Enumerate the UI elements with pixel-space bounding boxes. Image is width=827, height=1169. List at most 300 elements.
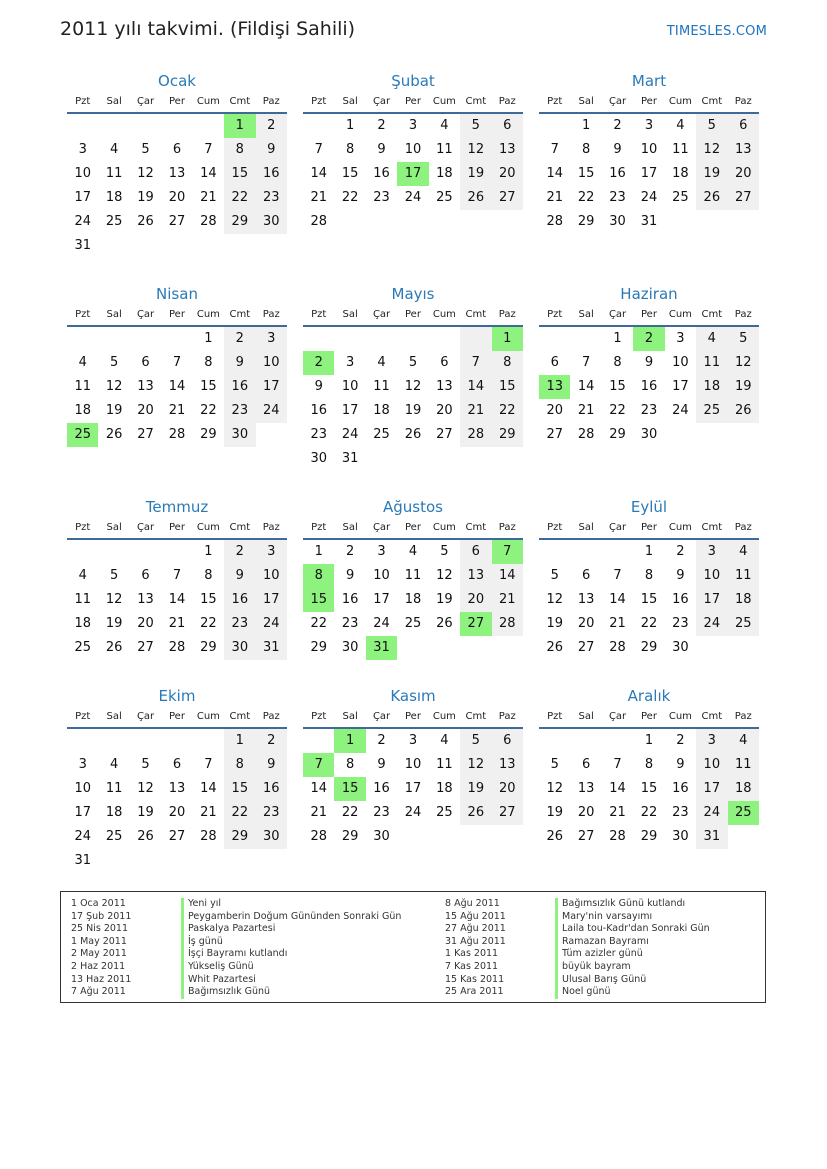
day-cell: 1 bbox=[314, 544, 323, 559]
day-cell: 25 bbox=[436, 805, 453, 820]
day-cell: 4 bbox=[440, 733, 449, 748]
week-row bbox=[539, 588, 759, 612]
day-cell: 21 bbox=[460, 399, 491, 423]
week-row bbox=[67, 636, 287, 660]
day-cell: 12 bbox=[137, 166, 154, 181]
empty-cell bbox=[397, 447, 428, 471]
day-cell: 31 bbox=[74, 238, 91, 253]
day-cell: 2 bbox=[613, 118, 622, 133]
weekday-label: Çar bbox=[608, 96, 627, 107]
week-row bbox=[303, 540, 523, 564]
week-row bbox=[303, 399, 523, 423]
day-cell: 1 bbox=[613, 331, 622, 346]
weekday-label: Sal bbox=[106, 96, 122, 107]
day-cell: 14 bbox=[546, 166, 563, 181]
day-cell: 22 bbox=[310, 616, 327, 631]
weekday-label: Paz bbox=[734, 96, 752, 107]
day-cell: 26 bbox=[728, 399, 759, 423]
day-cell: 18 bbox=[672, 166, 689, 181]
weekday-label: Cum bbox=[432, 96, 456, 107]
day-cell: 27 bbox=[546, 427, 563, 442]
day-cell: 31 bbox=[74, 853, 91, 868]
day-cell: 1 bbox=[204, 331, 213, 346]
empty-cell bbox=[67, 540, 98, 564]
week-row bbox=[303, 327, 523, 351]
week-row bbox=[67, 540, 287, 564]
day-cell: 30 bbox=[341, 640, 359, 655]
month-block bbox=[67, 685, 287, 873]
empty-cell bbox=[728, 210, 759, 234]
weekday-label: Cmt bbox=[229, 522, 251, 533]
day-cell: 1 bbox=[224, 729, 255, 753]
day-cell: 22 bbox=[609, 403, 626, 418]
week-row bbox=[67, 186, 287, 210]
day-cell: 3 bbox=[644, 118, 654, 133]
holiday-name: Bağımsızlık Günü bbox=[181, 986, 270, 999]
empty-cell bbox=[460, 210, 491, 234]
day-cell: 15 bbox=[341, 166, 359, 181]
day-cell: 6 bbox=[460, 540, 491, 564]
day-cell: 18 bbox=[696, 375, 727, 399]
day-cell: 10 bbox=[404, 757, 422, 772]
day-cell: 5 bbox=[109, 568, 119, 583]
day-cell: 24 bbox=[341, 427, 359, 442]
day-cell: 3 bbox=[256, 540, 287, 564]
weekday-label: Sal bbox=[342, 711, 358, 722]
brand-link[interactable]: TIMESLES.COM bbox=[666, 24, 767, 39]
weekday-header bbox=[303, 92, 523, 114]
weekday-label: Cmt bbox=[701, 96, 723, 107]
day-cell: 16 bbox=[609, 166, 626, 181]
week-row bbox=[67, 801, 287, 825]
day-cell: 5 bbox=[141, 757, 150, 772]
day-cell: 29 bbox=[224, 210, 255, 234]
week-row bbox=[67, 825, 287, 849]
day-cell: 9 bbox=[613, 142, 622, 157]
day-cell: 24 bbox=[256, 612, 287, 636]
day-cell: 13 bbox=[577, 592, 595, 607]
day-cell: 19 bbox=[105, 616, 123, 631]
day-cell: 25 bbox=[373, 427, 390, 442]
weekday-label: Paz bbox=[262, 522, 280, 533]
day-cell: 10 bbox=[696, 753, 727, 777]
week-row bbox=[67, 210, 287, 234]
day-cell: 14 bbox=[460, 375, 491, 399]
day-cell: 5 bbox=[408, 355, 418, 370]
day-cell: 23 bbox=[373, 805, 390, 820]
empty-cell bbox=[98, 327, 129, 351]
holiday-name: Ramazan Bayramı bbox=[555, 936, 649, 949]
day-cell: 21 bbox=[310, 190, 327, 205]
weekday-label: Pzt bbox=[311, 96, 327, 107]
day-cell: 10 bbox=[696, 564, 727, 588]
week-row bbox=[539, 186, 759, 210]
day-cell: 21 bbox=[609, 805, 626, 820]
day-cell: 6 bbox=[141, 355, 150, 370]
day-cell: 6 bbox=[172, 757, 182, 772]
legend-row bbox=[445, 948, 710, 961]
day-cell: 4 bbox=[109, 142, 119, 157]
day-cell: 28 bbox=[310, 829, 327, 844]
month-block bbox=[67, 70, 287, 258]
week-row bbox=[67, 423, 287, 447]
legend-row bbox=[445, 911, 710, 924]
holiday-name: Yeni yıl bbox=[181, 898, 221, 911]
legend-column-right bbox=[445, 898, 710, 999]
day-cell: 21 bbox=[577, 403, 595, 418]
day-cell: 8 bbox=[303, 564, 334, 588]
day-cell: 28 bbox=[609, 829, 626, 844]
holiday-date: 2 May 2011 bbox=[71, 948, 127, 960]
empty-cell bbox=[429, 327, 460, 351]
day-cell: 17 bbox=[696, 777, 727, 801]
weekday-header bbox=[303, 707, 523, 729]
empty-cell bbox=[728, 423, 759, 447]
day-cell: 26 bbox=[404, 427, 422, 442]
day-cell: 12 bbox=[404, 379, 422, 394]
day-cell: 12 bbox=[546, 781, 563, 796]
day-cell: 10 bbox=[373, 568, 390, 583]
day-cell: 8 bbox=[224, 138, 255, 162]
day-cell: 23 bbox=[609, 190, 626, 205]
empty-cell bbox=[130, 114, 161, 138]
weekday-label: Paz bbox=[498, 522, 516, 533]
day-cell: 19 bbox=[728, 375, 759, 399]
day-cell: 21 bbox=[200, 805, 217, 820]
day-cell: 3 bbox=[256, 327, 287, 351]
day-cell: 27 bbox=[436, 427, 453, 442]
day-cell: 16 bbox=[373, 781, 390, 796]
day-cell: 21 bbox=[200, 190, 217, 205]
week-row bbox=[303, 612, 523, 636]
day-cell: 27 bbox=[460, 612, 491, 636]
day-cell: 28 bbox=[310, 214, 327, 229]
day-cell: 8 bbox=[644, 757, 654, 772]
day-cell: 25 bbox=[74, 640, 91, 655]
day-cell: 17 bbox=[404, 781, 422, 796]
empty-cell bbox=[366, 327, 397, 351]
day-cell: 27 bbox=[728, 186, 759, 210]
day-cell: 6 bbox=[492, 729, 523, 753]
day-cell: 26 bbox=[105, 427, 123, 442]
day-cell: 15 bbox=[492, 375, 523, 399]
day-cell: 15 bbox=[334, 777, 365, 801]
holiday-date: 8 Ağu 2011 bbox=[445, 898, 500, 909]
day-cell: 15 bbox=[609, 379, 626, 394]
day-cell: 3 bbox=[78, 142, 87, 157]
day-cell: 29 bbox=[492, 423, 523, 447]
day-cell: 23 bbox=[224, 612, 255, 636]
day-cell: 17 bbox=[397, 162, 428, 186]
day-cell: 13 bbox=[460, 564, 491, 588]
weekday-label: Cmt bbox=[465, 711, 487, 722]
month-block bbox=[539, 70, 759, 234]
month-block bbox=[67, 496, 287, 660]
week-row bbox=[539, 399, 759, 423]
day-cell: 6 bbox=[492, 114, 523, 138]
day-cell: 4 bbox=[728, 540, 759, 564]
day-cell: 1 bbox=[581, 118, 591, 133]
empty-cell bbox=[303, 114, 334, 138]
day-cell: 10 bbox=[74, 166, 91, 181]
day-cell: 27 bbox=[492, 801, 523, 825]
weekday-label: Per bbox=[405, 309, 421, 320]
empty-cell bbox=[728, 825, 759, 849]
weekday-header bbox=[539, 92, 759, 114]
day-cell: 13 bbox=[436, 379, 453, 394]
weekday-header bbox=[303, 518, 523, 540]
day-cell: 22 bbox=[640, 616, 658, 631]
empty-cell bbox=[539, 327, 570, 351]
day-cell: 2 bbox=[256, 114, 287, 138]
day-cell: 14 bbox=[492, 564, 523, 588]
day-cell: 14 bbox=[609, 781, 626, 796]
empty-cell bbox=[602, 729, 633, 753]
day-cell: 10 bbox=[256, 351, 287, 375]
day-cell: 18 bbox=[728, 588, 759, 612]
weekday-label: Çar bbox=[608, 522, 627, 533]
day-cell: 10 bbox=[672, 355, 689, 370]
holiday-name: İş günü bbox=[181, 936, 223, 949]
day-cell: 17 bbox=[373, 592, 390, 607]
day-cell: 18 bbox=[105, 805, 123, 820]
day-cell: 28 bbox=[200, 214, 217, 229]
week-row bbox=[539, 210, 759, 234]
day-cell: 14 bbox=[200, 781, 217, 796]
month-name: Temmuz bbox=[145, 498, 209, 516]
day-cell: 28 bbox=[577, 427, 595, 442]
legend-row bbox=[71, 961, 401, 974]
holiday-date: 2 Haz 2011 bbox=[71, 960, 126, 972]
month-name: Haziran bbox=[620, 285, 678, 303]
day-cell: 30 bbox=[256, 825, 287, 849]
week-row bbox=[539, 729, 759, 753]
day-cell: 14 bbox=[609, 592, 626, 607]
month-block bbox=[303, 70, 523, 234]
day-cell: 21 bbox=[609, 616, 626, 631]
day-cell: 17 bbox=[341, 403, 359, 418]
day-cell: 22 bbox=[200, 403, 217, 418]
day-cell: 8 bbox=[613, 355, 622, 370]
day-cell: 13 bbox=[168, 166, 186, 181]
day-cell: 24 bbox=[696, 612, 727, 636]
day-cell: 4 bbox=[440, 118, 449, 133]
day-cell: 17 bbox=[256, 588, 287, 612]
empty-cell bbox=[696, 210, 727, 234]
day-cell: 24 bbox=[672, 403, 689, 418]
day-cell: 14 bbox=[310, 781, 327, 796]
day-cell: 11 bbox=[728, 564, 759, 588]
week-row bbox=[539, 612, 759, 636]
day-cell: 15 bbox=[303, 588, 334, 612]
day-cell: 20 bbox=[137, 616, 154, 631]
weekday-label: Cmt bbox=[229, 711, 251, 722]
day-cell: 5 bbox=[440, 544, 449, 559]
weekday-label: Sal bbox=[106, 309, 122, 320]
day-cell: 9 bbox=[314, 379, 323, 394]
day-cell: 11 bbox=[728, 753, 759, 777]
empty-cell bbox=[130, 327, 161, 351]
weekday-label: Sal bbox=[342, 522, 358, 533]
legend-column-left bbox=[71, 898, 401, 999]
day-cell: 22 bbox=[224, 186, 255, 210]
week-row bbox=[539, 636, 759, 660]
week-row bbox=[67, 612, 287, 636]
day-cell: 26 bbox=[105, 640, 123, 655]
weekday-label: Cum bbox=[196, 96, 220, 107]
day-cell: 24 bbox=[404, 805, 422, 820]
week-row bbox=[539, 375, 759, 399]
day-cell: 11 bbox=[436, 142, 453, 157]
month-name: Şubat bbox=[391, 72, 435, 90]
day-cell: 25 bbox=[67, 423, 98, 447]
month-block bbox=[303, 685, 523, 849]
day-cell: 21 bbox=[168, 403, 186, 418]
day-cell: 7 bbox=[581, 355, 591, 370]
week-row bbox=[303, 447, 523, 471]
day-cell: 21 bbox=[546, 190, 563, 205]
day-cell: 13 bbox=[137, 379, 154, 394]
day-cell: 29 bbox=[341, 829, 359, 844]
day-cell: 26 bbox=[546, 829, 563, 844]
day-cell: 19 bbox=[404, 403, 422, 418]
empty-cell bbox=[460, 825, 491, 849]
day-cell: 29 bbox=[640, 829, 658, 844]
day-cell: 12 bbox=[105, 379, 123, 394]
empty-cell bbox=[161, 114, 192, 138]
week-row bbox=[303, 162, 523, 186]
holiday-name: Laila tou-Kadr'dan Sonraki Gün bbox=[555, 923, 710, 936]
week-row bbox=[67, 777, 287, 801]
empty-cell bbox=[256, 234, 287, 258]
empty-cell bbox=[98, 729, 129, 753]
day-cell: 22 bbox=[640, 805, 658, 820]
holiday-date: 15 Ağu 2011 bbox=[445, 910, 506, 922]
empty-cell bbox=[570, 729, 601, 753]
day-cell: 28 bbox=[168, 640, 186, 655]
weekday-label: Cmt bbox=[701, 309, 723, 320]
day-cell: 10 bbox=[404, 142, 422, 157]
week-row bbox=[67, 399, 287, 423]
empty-cell bbox=[130, 540, 161, 564]
day-cell: 8 bbox=[345, 757, 355, 772]
day-cell: 4 bbox=[408, 544, 418, 559]
weekday-label: Per bbox=[169, 96, 185, 107]
empty-cell bbox=[98, 540, 129, 564]
day-cell: 29 bbox=[200, 640, 217, 655]
day-cell: 27 bbox=[168, 829, 186, 844]
day-cell: 1 bbox=[644, 733, 654, 748]
day-cell: 19 bbox=[460, 777, 491, 801]
holiday-date: 1 Oca 2011 bbox=[71, 898, 126, 909]
day-cell: 20 bbox=[546, 403, 563, 418]
day-cell: 29 bbox=[200, 427, 217, 442]
empty-cell bbox=[696, 423, 727, 447]
day-cell: 4 bbox=[78, 568, 87, 583]
day-cell: 8 bbox=[644, 568, 654, 583]
day-cell: 3 bbox=[696, 540, 727, 564]
weekday-label: Çar bbox=[608, 309, 627, 320]
month-name: Mayıs bbox=[391, 285, 435, 303]
day-cell: 23 bbox=[672, 805, 689, 820]
weekday-label: Sal bbox=[578, 96, 594, 107]
week-row bbox=[303, 801, 523, 825]
day-cell: 1 bbox=[334, 729, 365, 753]
day-cell: 3 bbox=[408, 733, 418, 748]
day-cell: 7 bbox=[204, 142, 213, 157]
week-row bbox=[303, 210, 523, 234]
weekday-label: Paz bbox=[262, 711, 280, 722]
day-cell: 31 bbox=[366, 636, 397, 660]
month-name: Nisan bbox=[156, 285, 198, 303]
weekday-label: Cum bbox=[668, 522, 692, 533]
day-cell: 11 bbox=[373, 379, 390, 394]
day-cell: 17 bbox=[74, 190, 91, 205]
day-cell: 23 bbox=[672, 616, 689, 631]
day-cell: 1 bbox=[224, 114, 255, 138]
day-cell: 24 bbox=[696, 801, 727, 825]
day-cell: 15 bbox=[224, 777, 255, 801]
day-cell: 12 bbox=[460, 138, 491, 162]
week-row bbox=[67, 114, 287, 138]
empty-cell bbox=[602, 540, 633, 564]
day-cell: 25 bbox=[672, 190, 689, 205]
empty-cell bbox=[161, 234, 192, 258]
day-cell: 15 bbox=[640, 592, 658, 607]
day-cell: 26 bbox=[460, 801, 491, 825]
empty-cell bbox=[193, 849, 224, 873]
day-cell: 20 bbox=[460, 588, 491, 612]
day-cell: 9 bbox=[644, 355, 654, 370]
page-title: 2011 yılı takvimi. (Fildişi Sahili) bbox=[60, 18, 356, 40]
day-cell: 14 bbox=[168, 592, 186, 607]
day-cell: 16 bbox=[256, 162, 287, 186]
empty-cell bbox=[539, 729, 570, 753]
weekday-label: Paz bbox=[498, 711, 516, 722]
weekday-label: Çar bbox=[136, 309, 155, 320]
day-cell: 9 bbox=[256, 138, 287, 162]
empty-cell bbox=[492, 636, 523, 660]
day-cell: 2 bbox=[676, 733, 685, 748]
month-block bbox=[67, 283, 287, 447]
empty-cell bbox=[224, 234, 255, 258]
day-cell: 1 bbox=[345, 118, 355, 133]
day-cell: 20 bbox=[137, 403, 154, 418]
day-cell: 24 bbox=[74, 214, 91, 229]
day-cell: 27 bbox=[577, 640, 595, 655]
weekday-label: Pzt bbox=[75, 711, 91, 722]
day-cell: 8 bbox=[492, 351, 523, 375]
week-row bbox=[539, 753, 759, 777]
day-cell: 2 bbox=[377, 733, 386, 748]
day-cell: 6 bbox=[172, 142, 182, 157]
day-cell: 9 bbox=[224, 564, 255, 588]
day-cell: 6 bbox=[141, 568, 150, 583]
holiday-name: Whit Pazartesi bbox=[181, 974, 256, 987]
legend-row bbox=[71, 898, 401, 911]
day-cell: 15 bbox=[200, 592, 217, 607]
day-cell: 5 bbox=[109, 355, 119, 370]
day-cell: 11 bbox=[74, 592, 91, 607]
empty-cell bbox=[665, 423, 696, 447]
week-row bbox=[303, 588, 523, 612]
day-cell: 9 bbox=[676, 757, 685, 772]
weekday-label: Çar bbox=[372, 522, 391, 533]
week-row bbox=[67, 327, 287, 351]
day-cell: 28 bbox=[200, 829, 217, 844]
day-cell: 12 bbox=[546, 592, 563, 607]
weekday-label: Cum bbox=[196, 711, 220, 722]
